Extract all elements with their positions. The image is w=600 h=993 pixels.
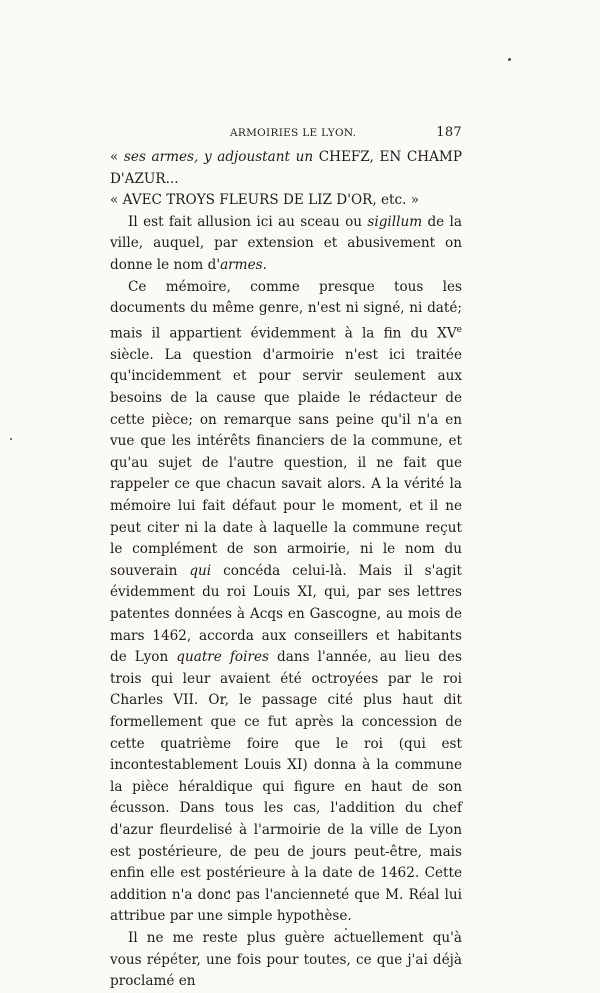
- paragraph: Ce mémoire, comme presque tous les documents du même genre, n'est ni signé, ni daté; mais il appartient évidemment à la fin du XVe siècle. La question d'armoirie n'est ici traitée qu'incidemment et pour servir seulement aux besoins de la cause que plaide le rédacteur de cette pièce; on remarque sans peine qu'il n'a en vue que les intérêts financiers de la commune, et qu'au sujet de l'autre question, il ne fait que rappeler ce que chacun savait alors. A la vérité la mémoire lui fait défaut pour le moment, et il ne peut citer ni la date à laquelle la commune reçut le complément de son armoirie, ni le nom du souverain qui concéda celui-là. Mais il s'agit évidemment du roi Louis XI, qui, par ses lettres patentes données à Acqs en Gascogne, au mois de mars 1462, accorda aux conseillers et habitants de Lyon quatre foires dans l'année, au lieu des trois qui leur avaient été octroyées par le roi Charles VII. Or, le passage cité plus haut dit formellement que ce fut après la concession de cette quatrième foire que le roi (qui est incontestablement Louis XI) donna à la commune la pièce héraldique qui figure en haut de son écusson. Dans tous les cas, l'addition du chef d'azur fleurdelisé à l'armoirie de la ville de Lyon est postérieure, de peu de jours peut-être, mais enfin elle est postérieure à la date de 1462. Cette addition n'a donc pas l'ancienneté que M. Réal lui attribue par une simple hypothèse.: [110, 278, 462, 925]
- paragraph: Il ne me reste plus guère actuellement qu'à vous répéter, une fois pour toutes, ce que j'ai déjà proclamé en: [110, 929, 462, 990]
- running-title: ARMOIRIES LE LYON.: [230, 127, 357, 139]
- ink-speck: [10, 438, 12, 440]
- page-number: 187: [436, 125, 462, 140]
- quote-line: « ses armes, y adjoustant un CHEFZ, EN CHAMP D'AZUR... « AVEC TROYS FLEURS DE LIZ D'OR, etc. »: [110, 149, 463, 209]
- ink-speck: [508, 58, 511, 61]
- body-text: [110, 147, 462, 993]
- paragraph: Il est fait allusion ici au sceau ou sigillum de la ville, auquel, par extension et abusivement on donne le nom d'armes.: [110, 213, 462, 273]
